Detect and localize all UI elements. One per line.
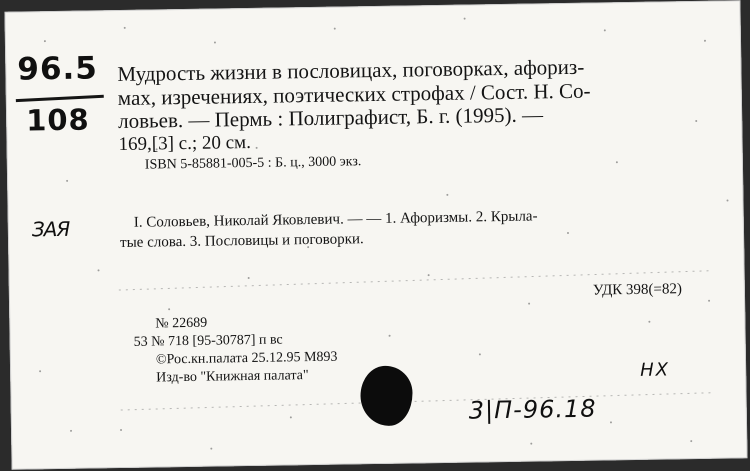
catalog-card	[4, 0, 747, 470]
description-line-2: мах, изречениях, поэтических строфах / Сост. Н. Со-	[117, 78, 591, 111]
handwritten-right-mark: НХ	[639, 359, 671, 381]
description-line-3: ловьев. — Пермь : Полиграфист, Б. г. (1995). —	[117, 102, 544, 134]
handwritten-inventory-mark: 3|П-96.18	[468, 394, 597, 425]
footer-line-3: ©Рос.кн.палата 25.12.95 M893	[155, 349, 338, 368]
footer-line-1: № 22689	[155, 315, 208, 332]
footer-line-4: Изд-во "Книжная палата"	[156, 368, 309, 386]
shelf-code-top: 96.5	[17, 50, 99, 88]
description-line-1: Мудрость жизни в пословицах, поговорках, афориз-	[117, 54, 585, 87]
shelf-code-bottom: 108	[25, 102, 90, 138]
tracing-line-1: I. Соловьев, Николай Яковлевич. — — 1. Афоризмы. 2. Крыла-	[133, 208, 538, 231]
description-line-4: 169,[3] с.; 20 см.	[118, 131, 252, 156]
tracing-line-2: тые слова. 3. Пословицы и поговорки.	[119, 231, 364, 252]
isbn-line: ISBN 5-85881-005-5 : Б. ц., 3000 экз.	[144, 154, 362, 173]
handwritten-side-mark: ЗАЯ	[31, 216, 70, 242]
footer-line-2: 53 № 718 [95-30787] п вс	[133, 332, 283, 350]
udc-code: УДК 398(=82)	[592, 281, 683, 299]
